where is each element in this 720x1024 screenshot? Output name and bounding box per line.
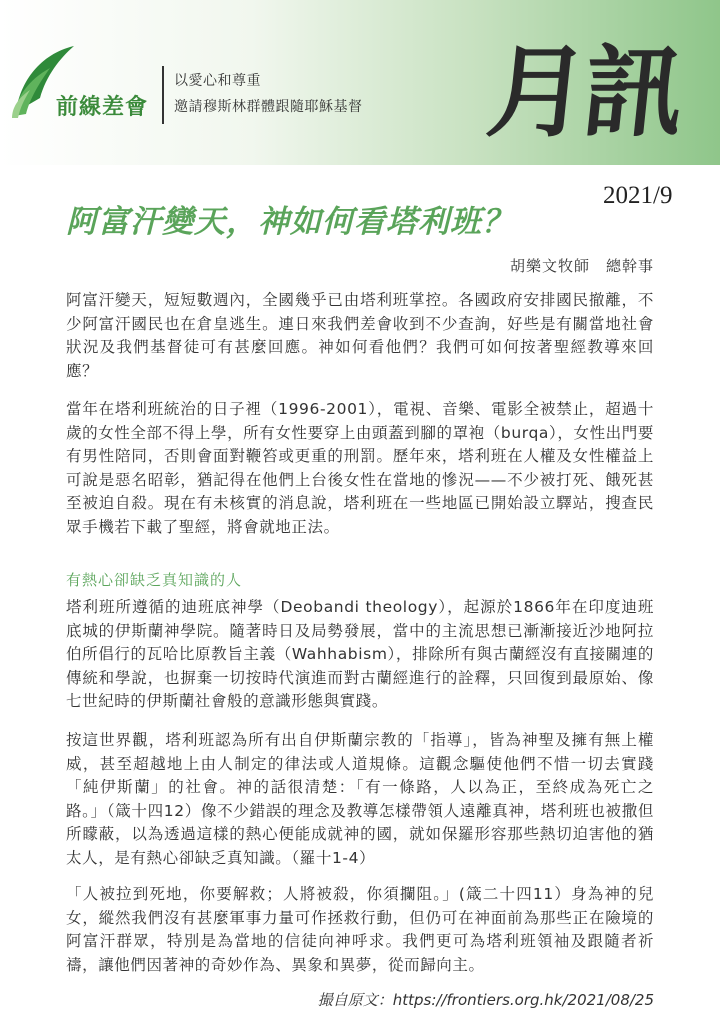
issue-date: 2021/9 [603, 182, 673, 209]
slogan-line-2: 邀請穆斯林群體跟隨耶穌基督 [174, 99, 363, 115]
body-block-4 [66, 729, 654, 870]
paragraph: 按這世界觀，塔利班認為所有出自伊斯蘭宗教的「指導」，皆為神聖及擁有無上權威，甚至超越地上由人制定的律法或人道規條。這觀念驅使他們不惜一切去實踐「純伊斯蘭」的社會。神的話很清楚：「有一條路，人以為正，至終成為死亡之路。」（箴十四12）像不少錯誤的理念及教導怎樣帶領人遠離真神，塔利班也被撒但所矇蔽，以為透過這樣的熱心便能成就神的國，就如保羅形容那些熱切迫害他的猶太人，是有熱心卻缺乏真知識。（羅十1-4） [66, 731, 654, 867]
paragraph: 塔利班所遵循的迪班底神學（Deobandi theology），起源於1866年在印度迪班底城的伊斯蘭神學院。隨著時日及局勢發展，當中的主流思想已漸漸接近沙地阿拉伯所倡行的瓦哈比原教旨主義（Wahhabism），排除所有與古蘭經沒有直接關連的傳統和學說，也摒棄一切按時代演進而對古蘭經進行的詮釋，只回復到最原始、像七世紀時的伊斯蘭社會般的意識形態與實踐。 [66, 598, 654, 710]
body-block-5 [66, 883, 654, 977]
slogan-line-1: 以愛心和尊重 [174, 73, 261, 89]
paragraph: 當年在塔利班統治的日子裡（1996-2001），電視、音樂、電影全被禁止，超過十歲的女性全部不得上學，所有女性要穿上由頭蓋到腳的罩袍（burqa），女性出門要有男性陪同，否則會面對鞭笞或更重的刑罰。歷年來，塔利班在人權及女性權益上可說是惡名昭彰，猶記得在他們上台後女性在當地的慘況——不少被打死、餓死甚至被迫自殺。現在有未核實的消息說，塔利班在一些地區已開始設立驛站，搜查民眾手機若下載了聖經，將會就地正法。 [66, 400, 654, 536]
body-block-1 [66, 289, 654, 383]
logo-divider [162, 66, 164, 124]
header-banner [0, 0, 720, 165]
paragraph: 阿富汗變天，短短數週內，全國幾乎已由塔利班掌控。各國政府安排國民撤離，不少阿富汗國民也在倉皇逃生。連日來我們差會收到不少查詢，好些是有關當地社會狀況及我們基督徒可有甚麼回應。神如何看他們？我們可如何按著聖經教導來回應？ [66, 291, 654, 380]
paragraph: 「人被拉到死地，你要解救；人將被殺，你須攔阻。」(箴二十四11）身為神的兒女，縱然我們沒有甚麼軍事力量可作拯救行動，但仍可在神面前為那些正在險境的阿富汗群眾，特別是為當地的信徒向神呼求。我們更可為塔利班領袖及跟隨者祈禱，讓他們因著神的奇妙作為、異象和異夢，從而歸向主。 [66, 885, 654, 974]
article-title: 阿富汗變天，神如何看塔利班？ [66, 204, 514, 240]
brand-name: 前線差會 [56, 95, 149, 120]
masthead-title: 月訊 [481, 33, 687, 151]
source-link[interactable]: 撮自原文：https://frontiers.org.hk/2021/08/25 [317, 991, 654, 1009]
body-block-2 [66, 398, 654, 539]
section-subheading: 有熱心卻缺乏真知識的人 [66, 571, 243, 589]
author-byline: 胡樂文牧師 總幹事 [509, 257, 654, 275]
body-block-3 [66, 596, 654, 714]
